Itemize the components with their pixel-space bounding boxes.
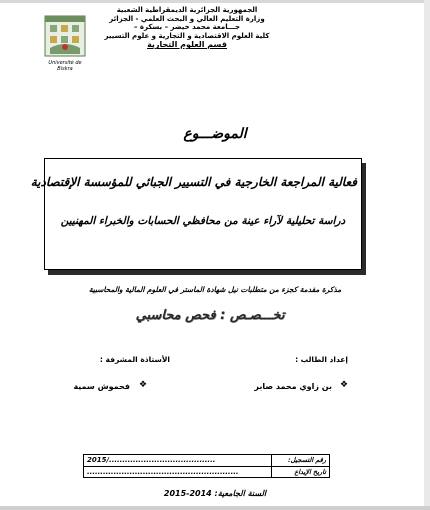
logo-caption: Université de Biskra: [48, 60, 82, 72]
title-box: [30, 158, 362, 270]
student-label: إعداد الطالب :: [295, 355, 348, 364]
header-line-faculty: كلية العلوم الاقتصادية و التجارية و علوم التسيير: [104, 31, 270, 40]
table-row: [84, 466, 330, 478]
topic-heading: الموضـــوع: [183, 126, 247, 142]
bullet-icon: ❖: [139, 380, 148, 390]
registration-number-label: رقم التسجيل:: [272, 455, 330, 467]
supervisor-name: فحموش سمية: [73, 382, 130, 391]
academic-year: السنة الجامعية: 2014-2015: [163, 489, 267, 498]
page-bottom-edge: [0, 506, 430, 510]
thesis-subtitle: دراسة تحليلية لآراء عينة من محافظي الحسابات والخبراء المهنيين: [60, 215, 346, 227]
table-row: [84, 455, 330, 467]
header-line-ministry: وزارة التعليم العالي و البحث العلمي - الجزائر: [109, 14, 265, 23]
student-name: بن زاوي محمد صابر: [254, 382, 332, 391]
registration-number-value: 2015/........................................: [84, 455, 272, 467]
thesis-title: فعالية المراجعة الخارجية في التسيير الجبائي للمؤسسة الإقتصادية: [30, 175, 357, 189]
registration-table: [83, 454, 330, 478]
header-line-republic: الجمهورية الجزائرية الديمقراطية الشعبية: [116, 6, 258, 14]
specialty-line: تخـــصـص : فحص محاسبي: [135, 308, 285, 323]
page-right-edge: [424, 0, 430, 510]
university-crest-icon: [40, 12, 90, 60]
header-line-department: قسم العلوم التجارية: [147, 40, 227, 50]
bullet-icon: ❖: [340, 380, 349, 390]
header-line-university: جـــامعة محمد خيضر – بسكرة –: [133, 23, 241, 32]
memo-description: مذكرة مقدمة كجزء من متطلبات نيل شهادة الماستر في العلوم المالية والمحاسبية: [88, 285, 342, 294]
deposit-date-label: تاريخ الإيداع: [272, 466, 330, 478]
deposit-date-value: .........................................................: [84, 466, 272, 478]
supervisor-label: الأستاذة المشرفة :: [99, 355, 170, 364]
page-top-edge: [0, 0, 430, 3]
institution-header: [82, 6, 292, 50]
